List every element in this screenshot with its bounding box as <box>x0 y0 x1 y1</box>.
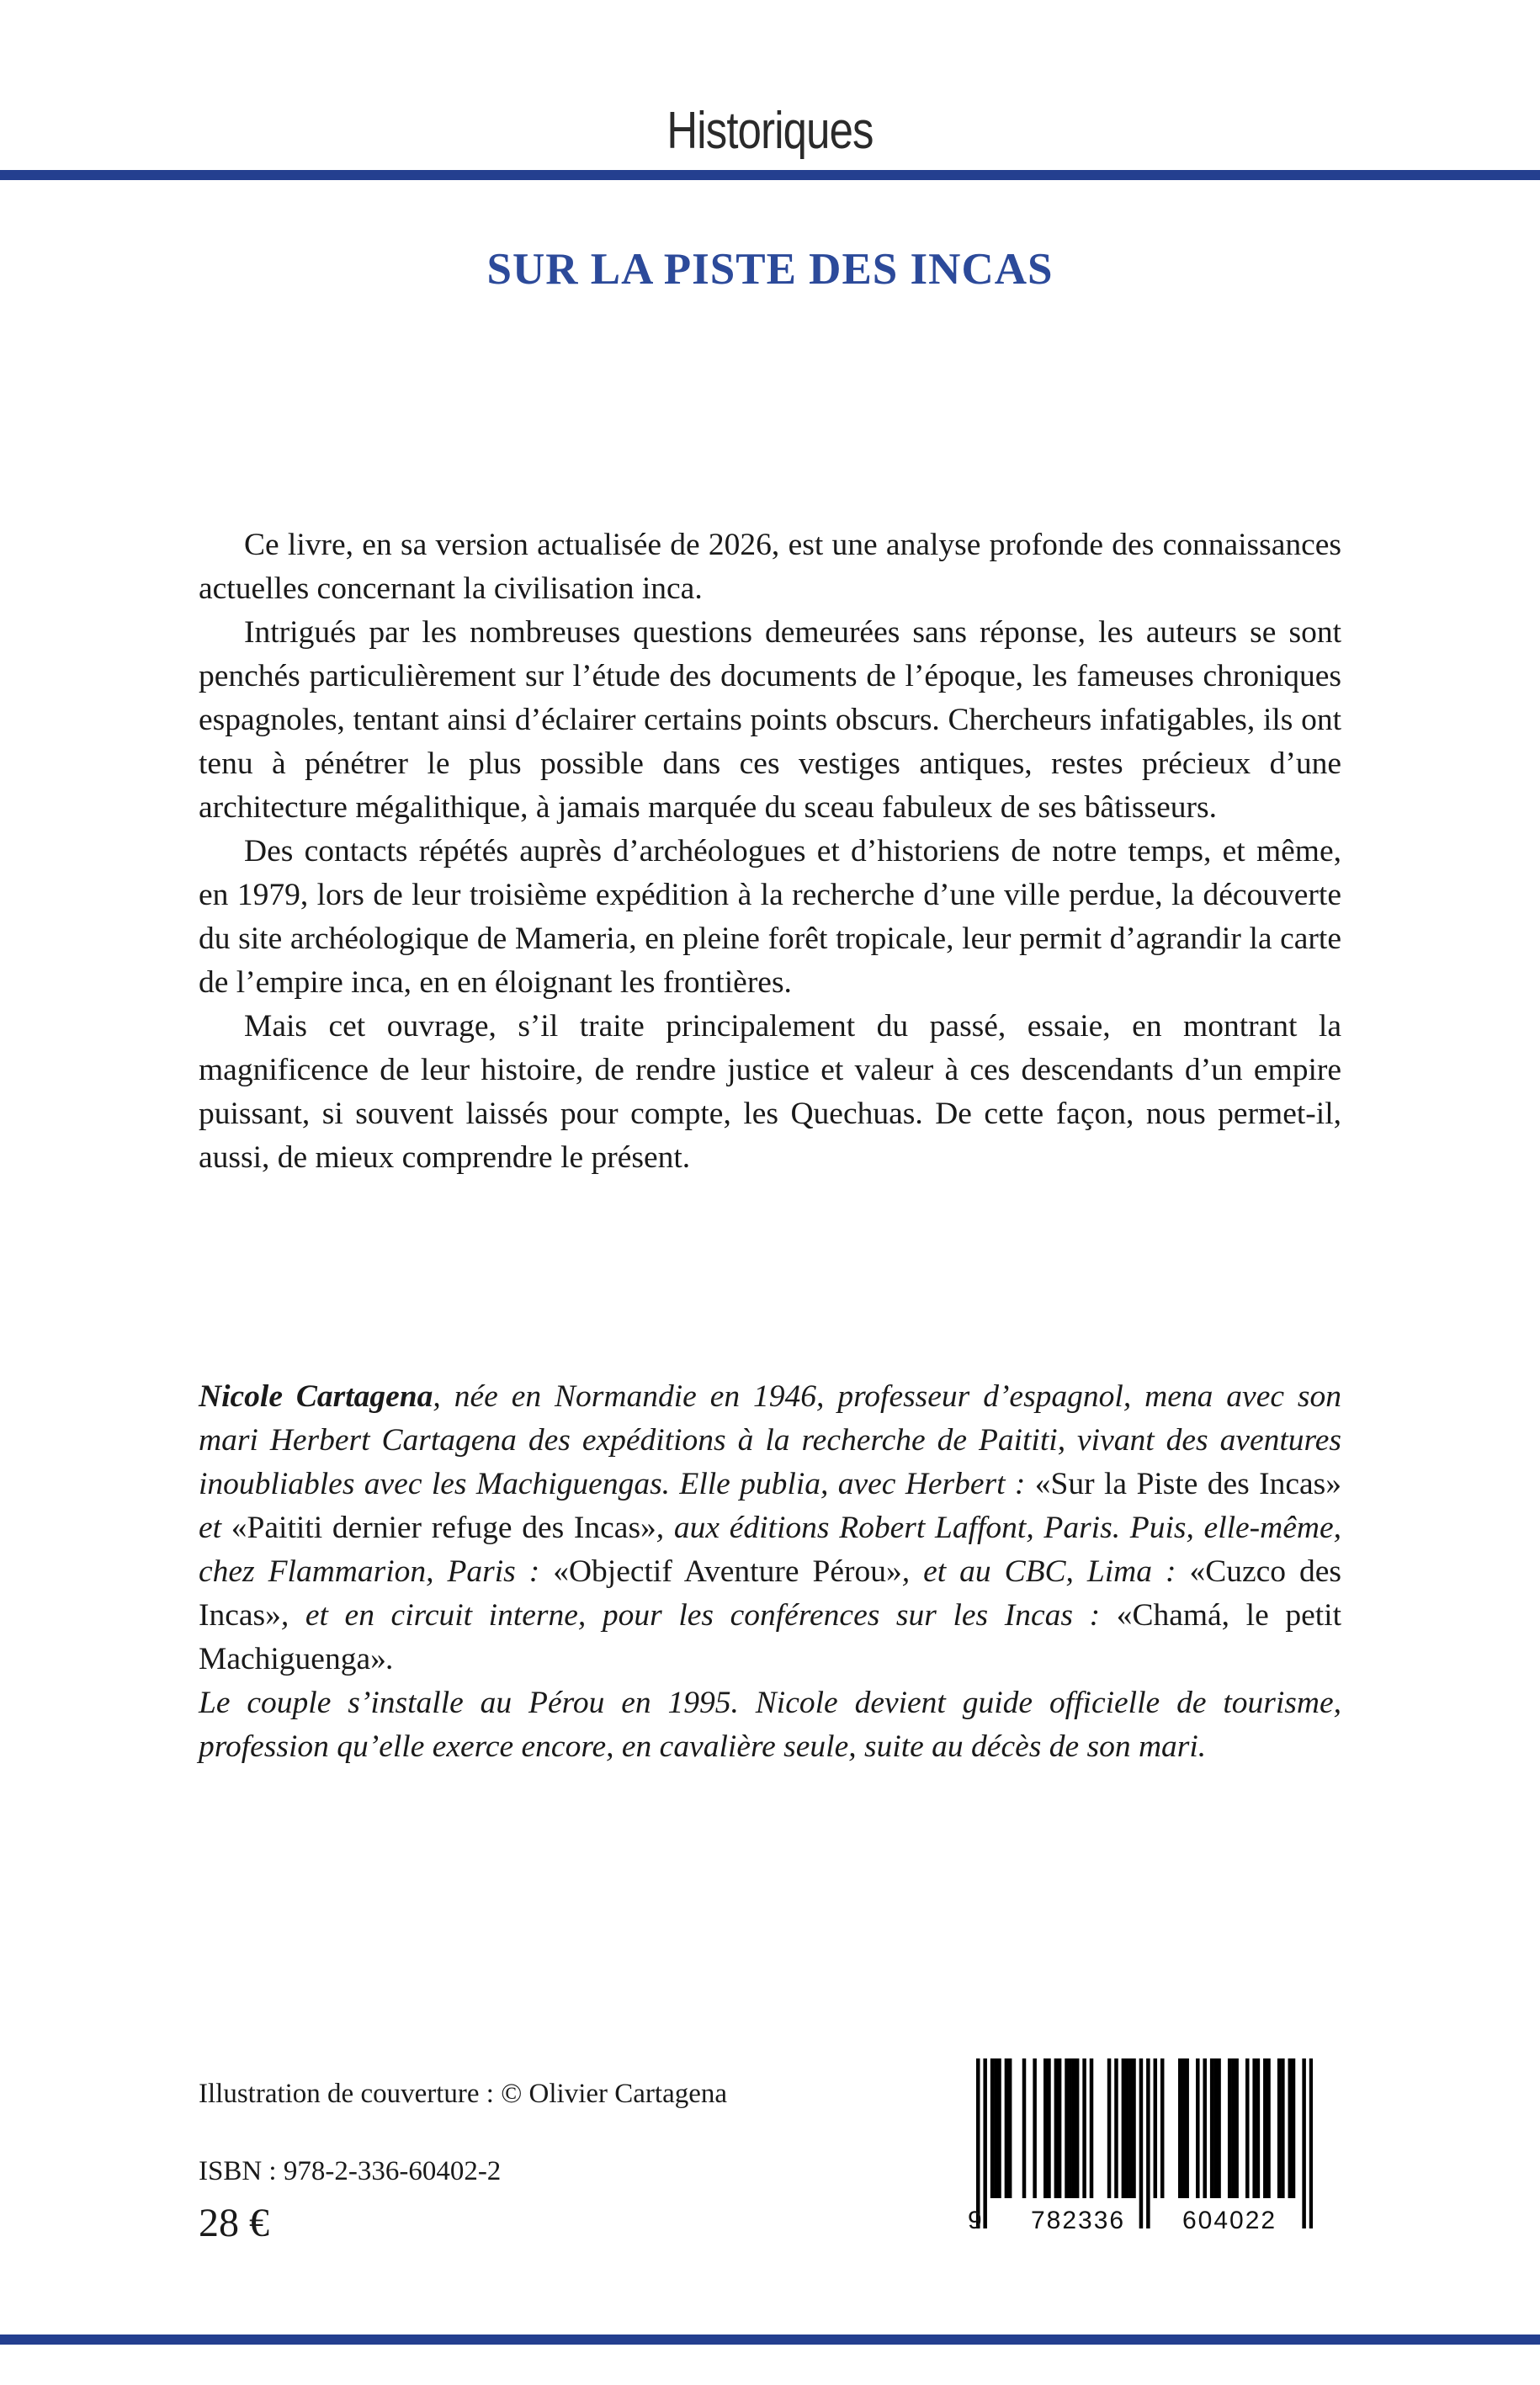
barcode-bar <box>1185 2058 1189 2198</box>
barcode-bar <box>1008 2058 1012 2198</box>
book-reference: «Objectif Aventure Pérou» <box>553 1554 902 1589</box>
summary-text <box>199 523 1341 1180</box>
author-bio <box>199 1375 1341 1769</box>
barcode-bar <box>1072 2058 1076 2198</box>
barcode-bar <box>1107 2058 1112 2198</box>
book-reference: «Cuzco des Incas» <box>199 1554 1341 1633</box>
barcode-bar <box>1047 2058 1051 2198</box>
barcode-bar <box>1058 2058 1062 2198</box>
bio-text: . <box>385 1642 395 1676</box>
barcode-bar <box>1075 2058 1080 2198</box>
barcode-bar <box>1082 2058 1086 2198</box>
book-title: SUR LA PISTE DES INCAS <box>486 245 1054 294</box>
summary-paragraph: Ce livre, en sa version actualisée de 2026, est une analyse profonde des connaissances actuelles concernant la civilisation inca. <box>199 528 1341 606</box>
barcode-bar <box>1245 2058 1250 2198</box>
barcode-bar <box>1231 2058 1235 2198</box>
top-rule <box>0 170 1540 180</box>
author-name: Nicole Cartagena <box>199 1379 433 1414</box>
barcode-bar <box>1302 2058 1306 2228</box>
bio-text: , et au CBC, Lima : <box>901 1554 1190 1589</box>
barcode-bar <box>1292 2058 1296 2198</box>
barcode-bar <box>1309 2058 1313 2228</box>
series-name: Historiques <box>666 102 874 160</box>
barcode-bar <box>1043 2058 1048 2198</box>
barcode-bar <box>1154 2058 1158 2198</box>
barcode-bar <box>994 2058 998 2198</box>
barcode-left-digits: 782336 <box>1031 2207 1126 2234</box>
bio-paragraph <box>199 1375 1341 1681</box>
bio-text: , aux éditions Robert Laffont, Paris. Puis, elle-même, chez Flammarion, Paris : <box>199 1511 1341 1589</box>
barcode-bar <box>1213 2058 1218 2198</box>
barcode-bar <box>1235 2058 1239 2198</box>
barcode-bar <box>1203 2058 1207 2198</box>
barcode-bar <box>1160 2058 1165 2198</box>
barcode-bar <box>1277 2058 1282 2198</box>
barcode-bars <box>976 2058 1313 2228</box>
barcode-bar <box>1228 2058 1232 2198</box>
barcode-bar <box>1146 2058 1150 2228</box>
barcode-bar <box>1128 2058 1133 2198</box>
barcode-bar <box>990 2058 995 2198</box>
bio-text: , et en circuit interne, pour les conférences sur les Incas : <box>280 1598 1117 1633</box>
barcode-bar <box>1132 2058 1136 2198</box>
barcode-bar <box>1022 2058 1027 2198</box>
summary-paragraph: Des contacts répétés auprès d’archéologues et d’historiens de notre temps, et même, en 1979, lors de leur troisième expédition à la recherche d’une ville perdue, la découverte du site archéologique de Mameria, en pleine forêt tropicale, leur permit d’agrandir la carte de l’empire inca, en en éloignant les frontières. <box>199 834 1341 1000</box>
barcode-bar <box>1256 2058 1261 2198</box>
barcode-bar <box>1005 2058 1009 2198</box>
barcode-bar <box>1065 2058 1069 2198</box>
barcode-bar <box>1252 2058 1256 2198</box>
barcode-bar <box>1122 2058 1126 2198</box>
isbn: ISBN : 978-2-336-60402-2 <box>199 2156 502 2186</box>
barcode-bar <box>1033 2058 1037 2198</box>
barcode-bar <box>1196 2058 1200 2198</box>
bio-paragraph: Le couple s’installe au Pérou en 1995. Nicole devient guide officielle de tourisme, profession qu’elle exerce encore, en cavalière seule, suite au décès de son mari. <box>199 1686 1341 1764</box>
barcode-bar <box>1139 2058 1144 2228</box>
barcode-bar <box>1182 2058 1186 2198</box>
barcode-bar <box>1054 2058 1059 2198</box>
summary-paragraph: Intrigués par les nombreuses questions demeurées sans réponse, les auteurs se sont penchés particulièrement sur l’étude des documents de l’époque, les fameuses chroniques espagnoles, tentant ainsi d’éclairer certains points obscurs. Chercheurs infatigables, ils ont tenu à pénétrer le plus possible dans ces vestiges antiques, restes précieux d’une architecture mégalithique, à jamais marquée du sceau fabuleux de ses bâtisseurs. <box>199 615 1341 825</box>
barcode-bar <box>1210 2058 1214 2198</box>
barcode-bar <box>1090 2058 1094 2198</box>
book-reference: «Paititi dernier refuge des Incas» <box>231 1511 656 1545</box>
barcode-bar <box>997 2058 1001 2198</box>
bio-text: et <box>199 1511 231 1545</box>
bio-text: , née en Normandie en 1946, professeur d’espagnol, mena avec son mari Herbert Cartagena des expéditions à la recherche de Paititi, vivant des aventures inoubliables avec les Machiguengas. Elle publia, avec Herbert : <box>199 1379 1341 1501</box>
barcode-bar <box>1178 2058 1182 2198</box>
barcode-bar <box>1281 2058 1285 2198</box>
barcode-bar <box>1267 2058 1271 2198</box>
barcode-bar <box>1288 2058 1293 2198</box>
barcode <box>976 2058 1313 2228</box>
barcode-bar <box>983 2058 987 2228</box>
barcode-first-digit: 9 <box>968 2207 982 2234</box>
book-reference: «Chamá, le petit Machiguenga» <box>199 1598 1341 1676</box>
book-reference: «Sur la Piste des Incas» <box>1034 1467 1341 1501</box>
barcode-bar <box>1068 2058 1072 2198</box>
barcode-bar <box>976 2058 980 2228</box>
bottom-rule <box>0 2335 1540 2345</box>
barcode-right-digits: 604022 <box>1182 2207 1277 2234</box>
barcode-bar <box>1217 2058 1221 2198</box>
summary-paragraph: Mais cet ouvrage, s’il traite principalement du passé, essaie, en montrant la magnificence de leur histoire, de rendre justice et valeur à ces descendants d’un empire puissant, si souvent laissés pour compte, les Quechuas. De cette façon, nous permet-il, aussi, de mieux comprendre le présent. <box>199 1009 1341 1175</box>
barcode-bar <box>1114 2058 1118 2198</box>
cover-credit: Illustration de couverture : © Olivier Cartagena <box>199 2079 728 2109</box>
price: 28 € <box>199 2201 269 2245</box>
barcode-bar <box>1263 2058 1267 2198</box>
barcode-bar <box>1125 2058 1129 2198</box>
